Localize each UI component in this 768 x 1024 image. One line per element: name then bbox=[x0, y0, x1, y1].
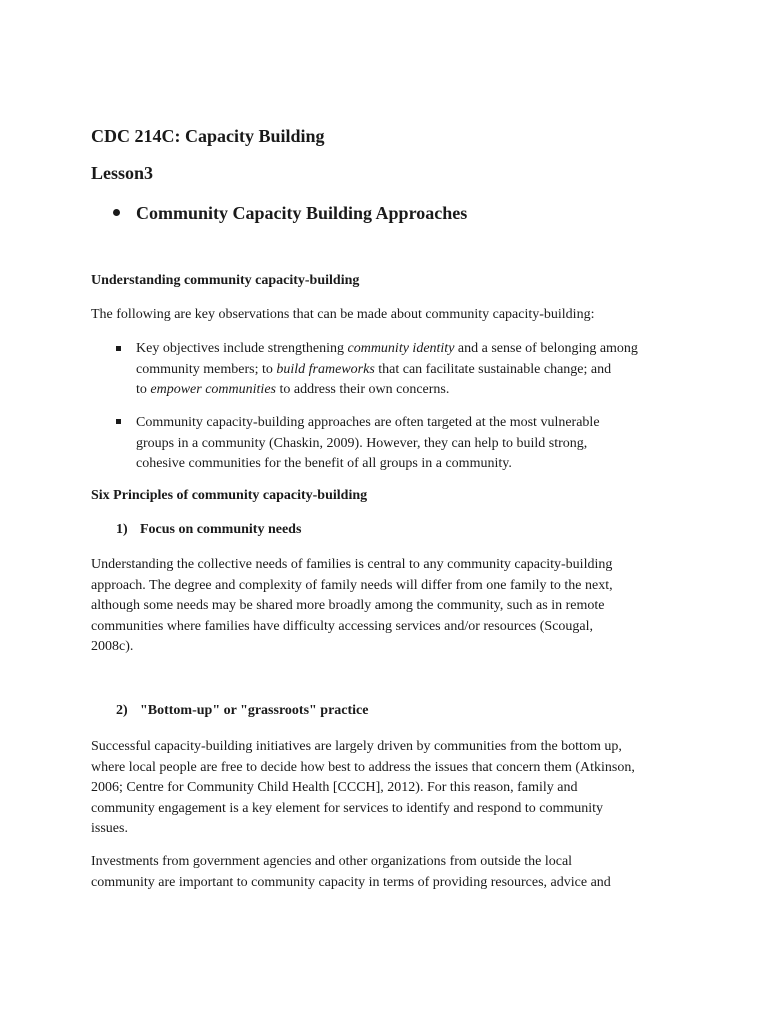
principle-2-paragraph bbox=[91, 737, 635, 840]
bullet-line: Community capacity-building approaches are often targeted at the most vulnerable bbox=[136, 415, 600, 430]
bullet-text: Key objectives include strengthening bbox=[136, 341, 348, 356]
principle-number: 1) bbox=[116, 522, 128, 537]
square-bullet-icon bbox=[116, 346, 121, 351]
bullet-line: groups in a community (Chaskin, 2009). However, they can help to build strong, bbox=[136, 435, 588, 451]
main-bullet-text: Community Capacity Building Approaches bbox=[136, 203, 468, 223]
principle-number: 2) bbox=[116, 703, 128, 718]
intro-paragraph: The following are key observations that can be made about community capacity-building: bbox=[91, 307, 595, 322]
emphasis-text: community identity bbox=[347, 341, 455, 356]
square-bullet-icon bbox=[116, 419, 121, 424]
paragraph-line: 2008c). bbox=[91, 639, 134, 654]
bullet-text: and a sense of belonging among bbox=[454, 341, 638, 356]
paragraph-line: although some needs may be shared more broadly among the community, such as in remote bbox=[91, 598, 605, 613]
main-bullet-heading bbox=[113, 203, 467, 224]
bullet-line: cohesive communities for the benefit of all groups in a community. bbox=[136, 456, 512, 471]
lesson-label: Lesson3 bbox=[91, 163, 154, 183]
bullet-text: to address their own concerns. bbox=[275, 382, 450, 397]
bullet-text: that can facilitate sustainable change; and bbox=[374, 361, 612, 377]
section-heading-understanding: Understanding community capacity-building bbox=[91, 273, 360, 288]
paragraph-line: community are important to community capacity in terms of providing resources, advice and bbox=[91, 874, 611, 890]
bullet-item-approaches bbox=[136, 413, 600, 475]
paragraph-line: Successful capacity-building initiatives are largely driven by communities from the bottom up, bbox=[91, 739, 622, 754]
bullet-text: to bbox=[136, 382, 151, 397]
paragraph-line: communities where families have difficulty accessing services and/or resources (Scougal, bbox=[91, 618, 594, 634]
paragraph-line: Investments from government agencies and other organizations from outside the local bbox=[91, 854, 573, 869]
principle-title: "Bottom-up" or "grassroots" practice bbox=[140, 703, 369, 718]
emphasis-text: empower communities bbox=[150, 382, 276, 397]
paragraph-line: community engagement is a key element for services to identify and respond to community bbox=[91, 800, 604, 816]
bullet-dot-icon bbox=[113, 209, 120, 216]
principle-title: Focus on community needs bbox=[140, 522, 302, 537]
paragraph-line: 2006; Centre for Community Child Health [CCCH], 2012). For this reason, family and bbox=[91, 780, 578, 795]
document-title: CDC 214C: Capacity Building bbox=[91, 126, 325, 146]
paragraph-line: where local people are free to decide how best to address the issues that concern them (Atkinson, bbox=[91, 759, 635, 775]
section-heading-principles: Six Principles of community capacity-building bbox=[91, 488, 368, 503]
principle-heading-1 bbox=[116, 522, 301, 538]
bullet-text: community members; to bbox=[136, 361, 277, 377]
paragraph-line: Understanding the collective needs of families is central to any community capacity-building bbox=[91, 557, 613, 572]
principle-1-paragraph bbox=[91, 555, 613, 658]
paragraph-line: approach. The degree and complexity of family needs will differ from one family to the next, bbox=[91, 577, 613, 593]
principle-2-paragraph-continued bbox=[91, 852, 611, 893]
bullet-item-objectives bbox=[136, 339, 638, 401]
emphasis-text: build frameworks bbox=[276, 361, 375, 377]
paragraph-line: issues. bbox=[91, 821, 128, 836]
principle-heading-2 bbox=[116, 703, 368, 719]
